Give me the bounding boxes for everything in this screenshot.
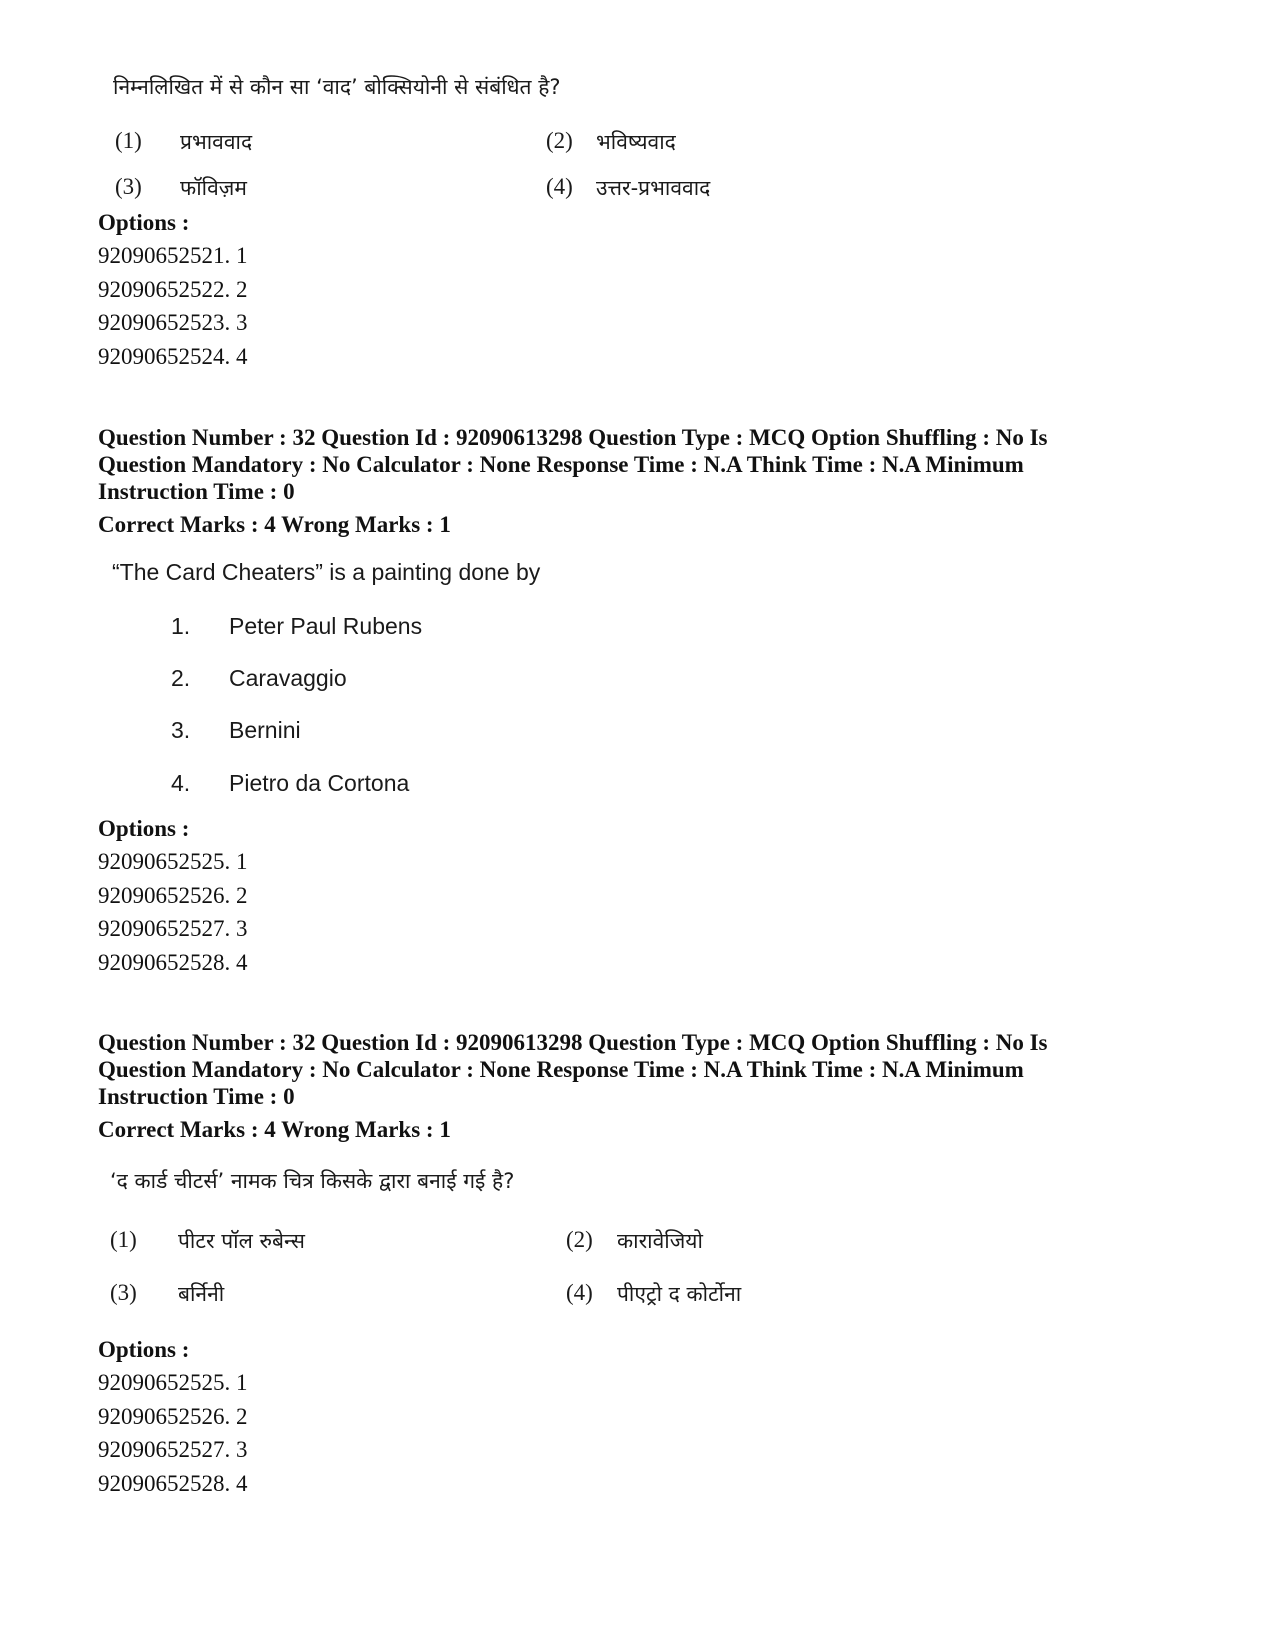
choice-number: 2. xyxy=(171,665,191,691)
choice-text: Peter Paul Rubens xyxy=(229,613,423,639)
option-line: 92090652523. 3 xyxy=(98,310,248,335)
choice-number: (2) xyxy=(566,1227,593,1252)
option-line: 92090652522. 2 xyxy=(98,277,248,302)
question-meta-line: Question Number : 32 Question Id : 92090613298 Question Type : MCQ Option Shuffling : No Is xyxy=(98,425,1048,450)
choice-number: 4. xyxy=(171,770,191,796)
question-meta xyxy=(98,1029,1178,1110)
choice-number: (1) xyxy=(110,1227,137,1252)
choice-number: (3) xyxy=(115,174,142,199)
choice-text: Pietro da Cortona xyxy=(229,770,410,796)
choice-number: (4) xyxy=(546,174,573,199)
option-line: 92090652524. 4 xyxy=(98,344,248,369)
question-meta-line: Question Number : 32 Question Id : 92090613298 Question Type : MCQ Option Shuffling : No Is xyxy=(98,1030,1048,1055)
choice-text: कारावेजियो xyxy=(617,1229,703,1253)
options-label: Options : xyxy=(98,210,190,235)
marks-line: Correct Marks : 4 Wrong Marks : 1 xyxy=(98,512,451,537)
choice-number: 1. xyxy=(171,613,191,639)
choice-text: बर्निनी xyxy=(178,1282,225,1306)
option-line: 92090652527. 3 xyxy=(98,916,248,941)
option-line: 92090652526. 2 xyxy=(98,883,248,908)
option-line: 92090652526. 2 xyxy=(98,1404,248,1429)
choice-text: प्रभाववाद xyxy=(180,130,253,154)
option-line: 92090652525. 1 xyxy=(98,1370,248,1395)
question-meta xyxy=(98,424,1178,505)
question-meta-line: Question Mandatory : No Calculator : None Response Time : N.A Think Time : N.A Minimum xyxy=(98,452,1024,477)
question-meta-line: Instruction Time : 0 xyxy=(98,1084,295,1109)
choice-text: Caravaggio xyxy=(229,665,347,691)
question-text: निम्नलिखित में से कौन सा ‘वाद’ बोक्सियोनी से संबंधित है? xyxy=(113,75,561,99)
option-line: 92090652528. 4 xyxy=(98,950,248,975)
choice-number: (4) xyxy=(566,1280,593,1305)
marks-line: Correct Marks : 4 Wrong Marks : 1 xyxy=(98,1117,451,1142)
option-line: 92090652528. 4 xyxy=(98,1471,248,1496)
choice-number: (3) xyxy=(110,1280,137,1305)
question-text: ‘द कार्ड चीटर्स’ नामक चित्र किसके द्वारा बनाई गई है? xyxy=(110,1169,515,1193)
choice-text: फॉविज़म xyxy=(180,176,247,200)
choice-number: (2) xyxy=(546,128,573,153)
question-meta-line: Instruction Time : 0 xyxy=(98,479,295,504)
choice-text: Bernini xyxy=(229,717,301,743)
option-line: 92090652527. 3 xyxy=(98,1437,248,1462)
choice-text: उत्तर-प्रभाववाद xyxy=(596,176,711,200)
question-meta-line: Question Mandatory : No Calculator : None Response Time : N.A Think Time : N.A Minimum xyxy=(98,1057,1024,1082)
choice-text: भविष्यवाद xyxy=(596,130,676,154)
options-label: Options : xyxy=(98,816,190,841)
question-text: “The Card Cheaters” is a painting done by xyxy=(112,559,541,585)
choice-text: पीएट्रो द कोर्टोना xyxy=(617,1282,742,1306)
option-line: 92090652521. 1 xyxy=(98,243,248,268)
choice-number: 3. xyxy=(171,717,191,743)
choice-number: (1) xyxy=(115,128,142,153)
choice-text: पीटर पॉल रुबेन्स xyxy=(178,1229,306,1253)
options-label: Options : xyxy=(98,1337,190,1362)
option-line: 92090652525. 1 xyxy=(98,849,248,874)
